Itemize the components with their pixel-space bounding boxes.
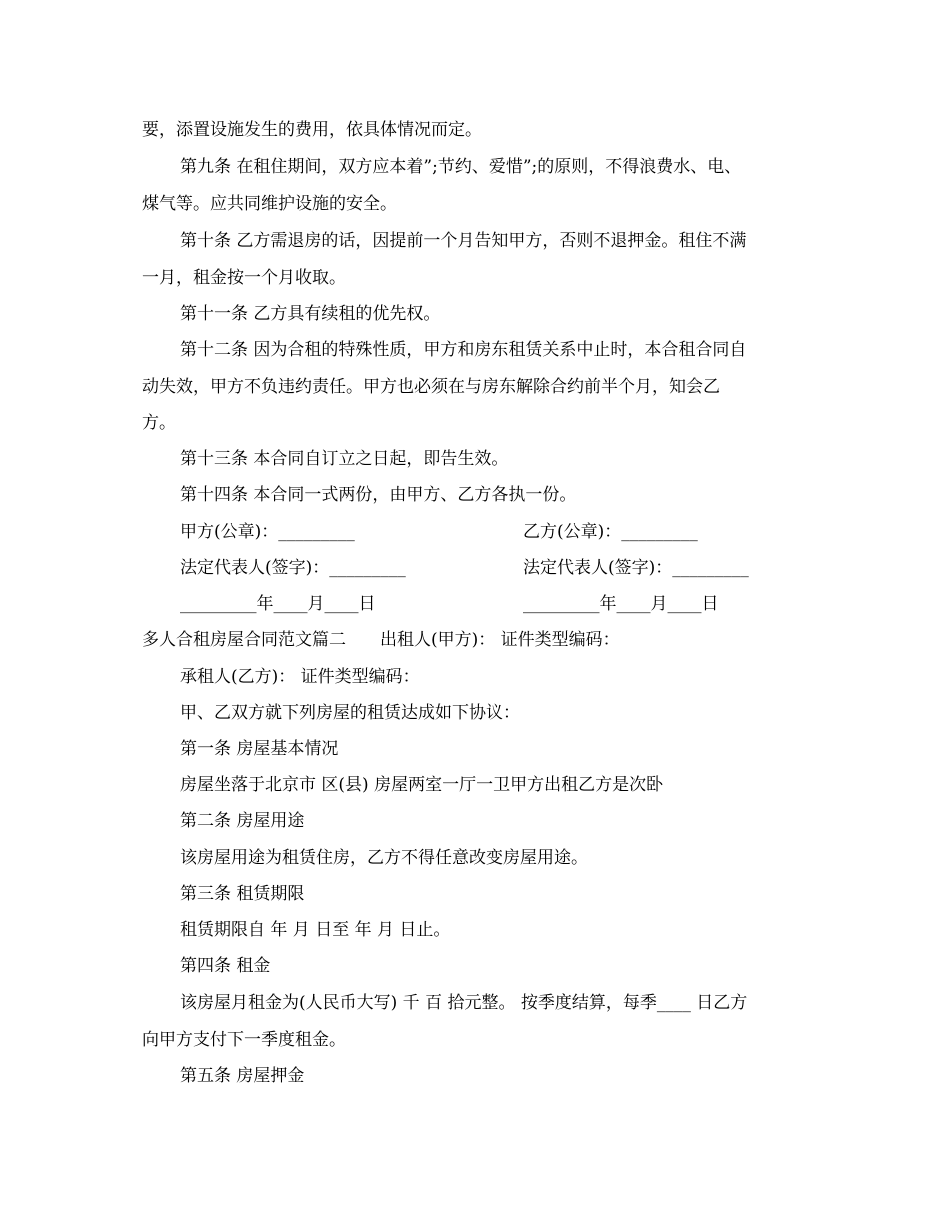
paragraph-line: 要，添置设施发生的费用，依具体情况而定。 — [142, 120, 482, 140]
party-b-seal: 乙方(公章)：_________ — [523, 522, 698, 542]
paragraph-line: 第九条 在租住期间，双方应本着”;节约、爱惜”;的原则，不得浪费水、电、 — [180, 157, 742, 177]
paragraph-line: 该房屋用途为租赁住房，乙方不得任意改变房屋用途。 — [180, 848, 588, 868]
party-b-representative: 法定代表人(签字)：_________ — [523, 558, 749, 578]
paragraph-line: 煤气等。应共同维护设施的安全。 — [142, 194, 397, 214]
paragraph-line: 承租人(乙方)： 证件类型编码： — [180, 667, 420, 687]
party-b-date: _________年____月____日 — [523, 594, 719, 614]
paragraph-line: 第十条 乙方需退房的话，因提前一个月告知甲方，否则不退押金。租住不满 — [180, 231, 747, 251]
paragraph-line: 第二条 房屋用途 — [180, 811, 305, 831]
paragraph-line: 第三条 租赁期限 — [180, 884, 305, 904]
paragraph-line: 第十三条 本合同自订立之日起，即告生效。 — [180, 449, 509, 469]
paragraph-line: 动失效，甲方不负违约责任。甲方也必须在与房东解除合约前半个月，知会乙 — [142, 377, 720, 397]
paragraph-line: 租赁期限自 年 月 日至 年 月 日止。 — [180, 920, 451, 940]
paragraph-line: 第五条 房屋押金 — [180, 1066, 305, 1086]
paragraph-line: 第一条 房屋基本情况 — [180, 739, 339, 759]
paragraph-line: 向甲方支付下一季度租金。 — [142, 1030, 346, 1050]
paragraph-line: 房屋坐落于北京市 区(县) 房屋两室一厅一卫甲方出租乙方是次卧 — [180, 775, 664, 795]
section-heading: 多人合租房屋合同范文篇二 出租人(甲方)： 证件类型编码： — [142, 630, 620, 650]
paragraph-line: 第十四条 本合同一式两份，由甲方、乙方各执一份。 — [180, 485, 577, 505]
paragraph-line: 第十一条 乙方具有续租的优先权。 — [180, 304, 441, 324]
paragraph-line: 第十二条 因为合租的特殊性质，甲方和房东租赁关系中止时，本合租合同自 — [180, 340, 747, 360]
party-a-representative: 法定代表人(签字)：_________ — [180, 558, 406, 578]
party-a-date: _________年____月____日 — [180, 594, 376, 614]
paragraph-line: 方。 — [142, 413, 176, 433]
paragraph-line: 甲、乙双方就下列房屋的租赁达成如下协议： — [180, 703, 520, 723]
party-a-seal: 甲方(公章)：_________ — [180, 522, 355, 542]
paragraph-line: 一月，租金按一个月收取。 — [142, 268, 346, 288]
paragraph-line: 第四条 租金 — [180, 956, 271, 976]
paragraph-line: 该房屋月租金为(人民币大写) 千 百 拾元整。 按季度结算，每季____ 日乙方 — [180, 993, 748, 1013]
